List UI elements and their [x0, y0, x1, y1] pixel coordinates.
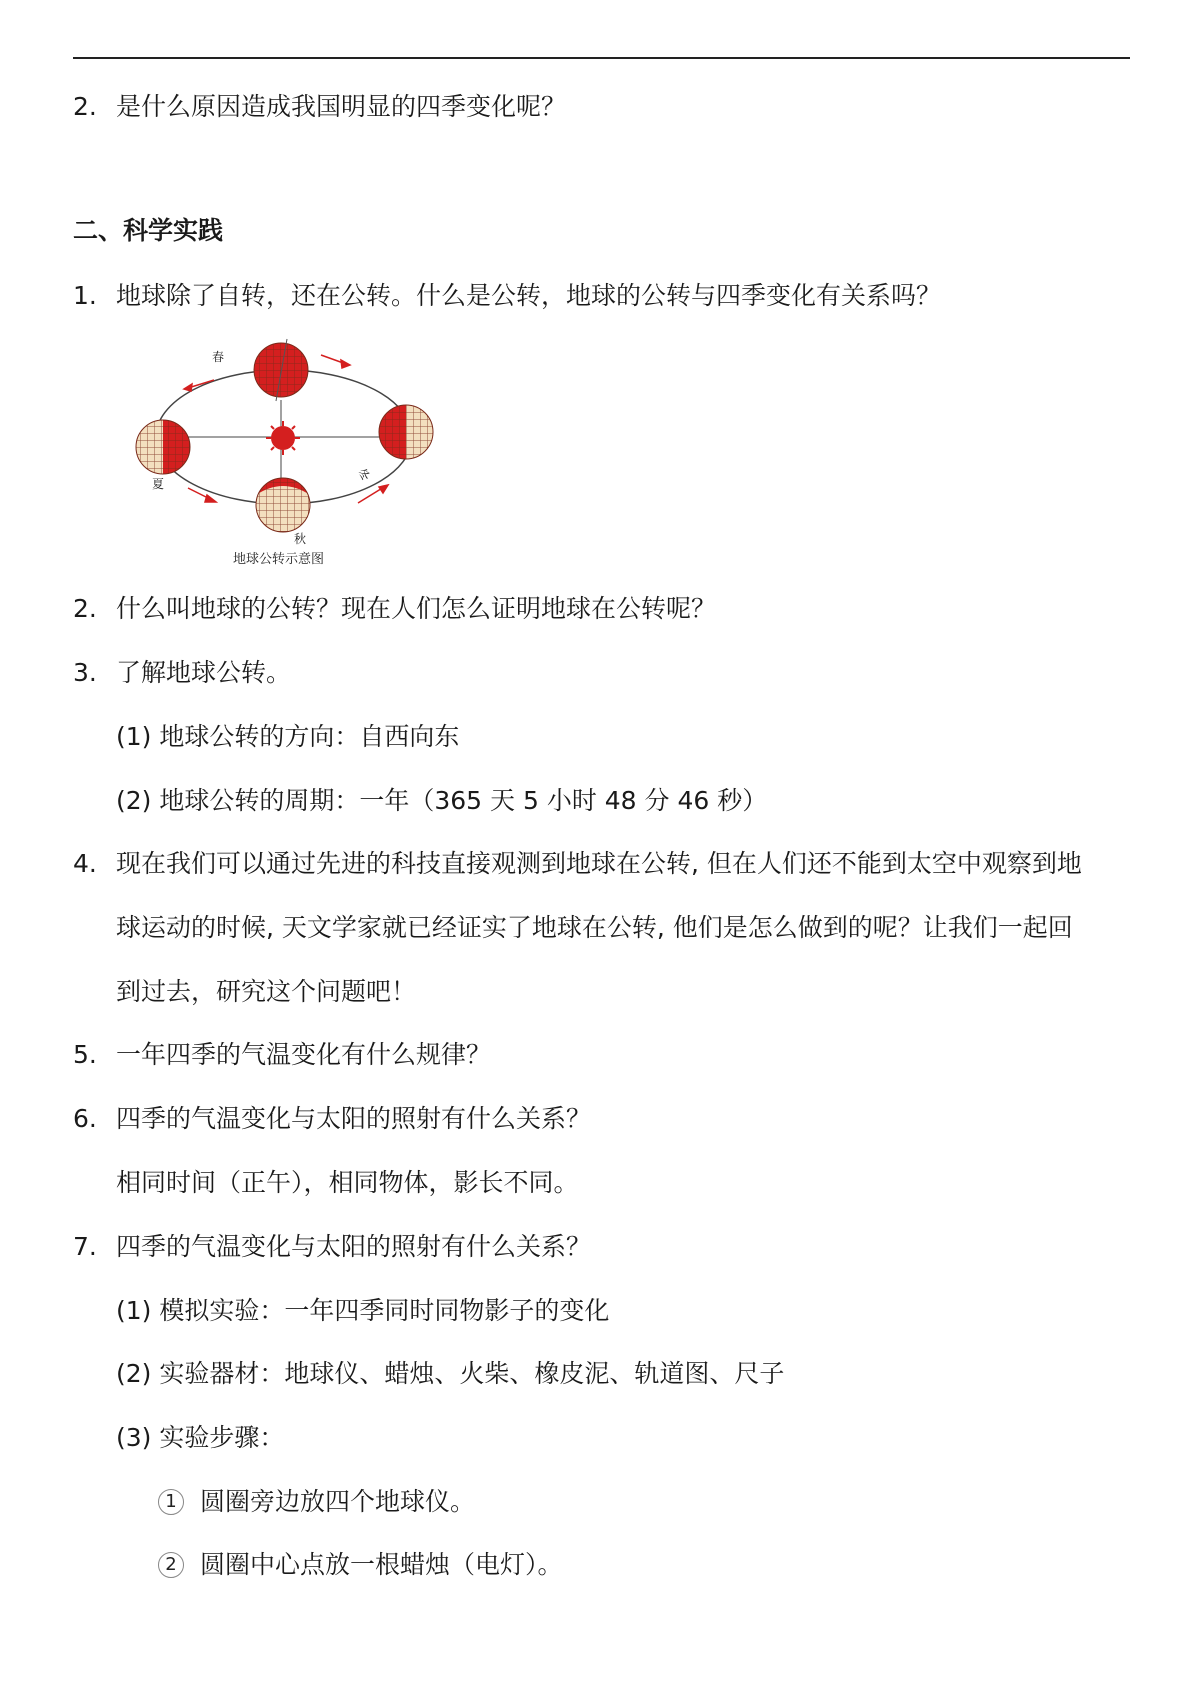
earth-summer-icon [136, 420, 190, 474]
item-7-sub-3: (3) 实验步骤： [116, 1423, 285, 1452]
item-4-line-3: 到过去，研究这个问题吧！ [116, 977, 417, 1006]
item-number: 6. [73, 1104, 97, 1133]
earth-autumn-icon [256, 478, 310, 532]
item-text: 了解地球公转。 [116, 658, 292, 687]
item-4-line-2: 球运动的时候, 天文学家就已经证实了地球在公转, 他们是怎么做到的呢？让我们一起回 [116, 913, 1073, 942]
item-7-sub-2: (2) 实验器材：地球仪、蜡烛、火柴、橡皮泥、轨道图、尺子 [116, 1359, 785, 1388]
item-6-sub: 相同时间（正午），相同物体，影长不同。 [116, 1168, 579, 1197]
earth-spring-icon [254, 339, 308, 401]
item-number: 3. [73, 658, 97, 687]
earth-orbit-diagram [126, 335, 446, 545]
item-number: 4. [73, 849, 97, 878]
item-number: 2. [73, 92, 97, 121]
item-text: 什么叫地球的公转？现在人们怎么证明地球在公转呢？ [116, 594, 717, 623]
label-winter: 冬 [354, 465, 373, 484]
diagram-caption: 地球公转示意图 [233, 552, 325, 567]
section-title: 二、科学实践 [73, 216, 224, 245]
item-number: 2. [73, 594, 97, 623]
step-1-number: 1 [158, 1489, 184, 1515]
sun-icon [266, 421, 300, 455]
label-summer: 夏 [152, 477, 165, 491]
item-text: 是什么原因造成我国明显的四季变化呢？ [116, 92, 567, 121]
item-3-sub-1: (1) 地球公转的方向：自西向东 [116, 722, 460, 751]
item-3-sub-2: (2) 地球公转的周期：一年（365 天 5 小时 48 分 46 秒） [116, 786, 768, 815]
label-spring: 春 [212, 350, 225, 364]
top-rule [73, 57, 1130, 59]
step-2-text: 圆圈中心点放一根蜡烛（电灯）。 [200, 1550, 563, 1579]
item-text-line-1: 现在我们可以通过先进的科技直接观测到地球在公转, 但在人们还不能到太空中观察到地 [116, 849, 1082, 878]
label-autumn: 秋 [294, 532, 307, 545]
item-text: 地球除了自转，还在公转。什么是公转，地球的公转与四季变化有关系吗？ [116, 281, 942, 310]
item-text: 四季的气温变化与太阳的照射有什么关系？ [116, 1232, 592, 1261]
item-7-sub-1: (1) 模拟实验：一年四季同时同物影子的变化 [116, 1296, 610, 1325]
item-text: 四季的气温变化与太阳的照射有什么关系？ [116, 1104, 592, 1133]
step-2-number: 2 [158, 1552, 184, 1578]
earth-winter-icon [379, 405, 433, 459]
item-number: 5. [73, 1040, 97, 1069]
step-1-text: 圆圈旁边放四个地球仪。 [200, 1487, 476, 1516]
item-text: 一年四季的气温变化有什么规律？ [116, 1040, 492, 1069]
item-number: 1. [73, 281, 97, 310]
item-number: 7. [73, 1232, 97, 1261]
